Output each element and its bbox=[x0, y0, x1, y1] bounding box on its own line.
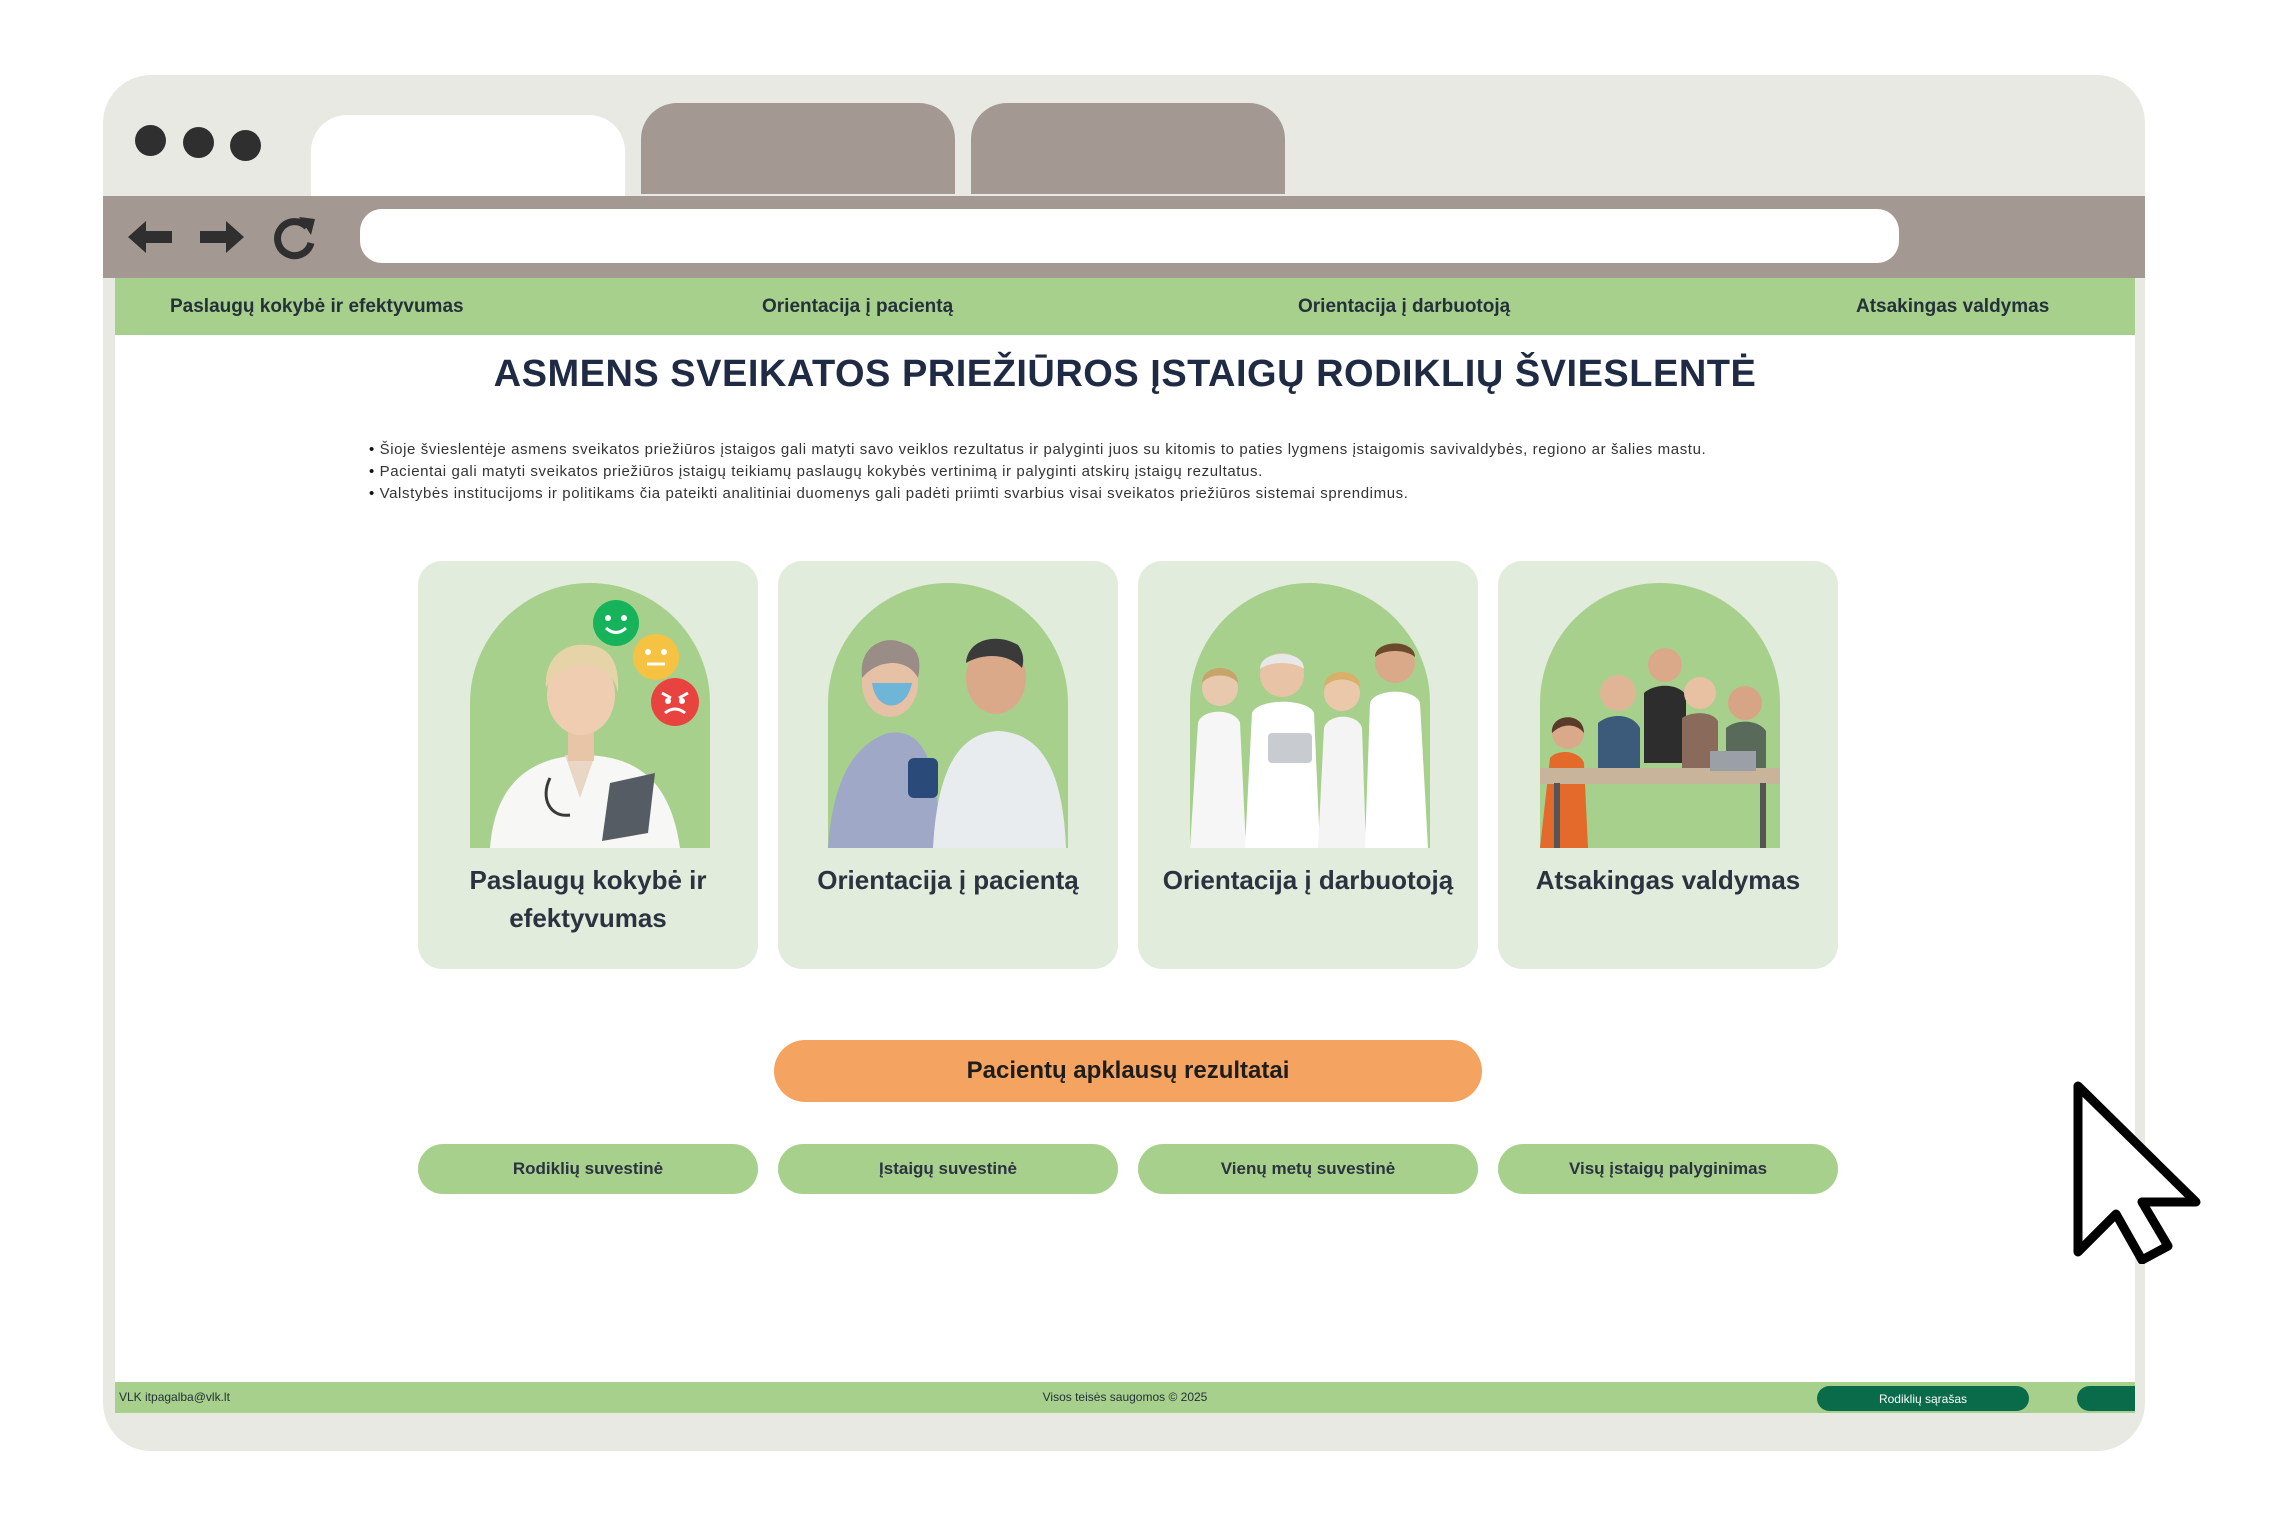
arrow-left-icon[interactable] bbox=[125, 214, 175, 260]
card-image-medical-staff bbox=[1190, 583, 1430, 848]
institution-summary-button[interactable]: Įstaigų suvestinė bbox=[778, 1144, 1118, 1194]
card-governance[interactable] bbox=[1498, 561, 1838, 969]
page-title: ASMENS SVEIKATOS PRIEŽIŪROS ĮSTAIGŲ RODIKLIŲ ŠVIESLENTĖ bbox=[493, 353, 1757, 395]
intro-item: • Pacientai gali matyti sveikatos priežiūros įstaigų teikiamų paslaugų kokybės vertinimą ir palyginti atskirų įstaigų rezultatus. bbox=[369, 461, 1969, 483]
footer-extra-button[interactable] bbox=[2077, 1386, 2135, 1411]
smiley-angry-icon bbox=[650, 677, 700, 727]
window-control-dot[interactable] bbox=[230, 130, 261, 161]
footer-copyright: Visos teisės saugomos © 2025 bbox=[1042, 1390, 1208, 1404]
all-institutions-comparison-button[interactable]: Visų įstaigų palyginimas bbox=[1498, 1144, 1838, 1194]
intro-item: • Šioje švieslentėje asmens sveikatos priežiūros įstaigos gali matyti savo veiklos rezultatus ir palyginti juos su kitomis to paties lygmens įstaigomis savivaldybės, regiono ar šalies mastu. bbox=[369, 439, 1969, 461]
card-label: Paslaugų kokybė ir efektyvumas bbox=[469, 865, 707, 933]
indicator-summary-button[interactable]: Rodiklių suvestinė bbox=[418, 1144, 758, 1194]
card-quality[interactable] bbox=[418, 561, 758, 969]
reload-icon[interactable] bbox=[269, 214, 319, 260]
card-label: Atsakingas valdymas bbox=[1535, 865, 1801, 895]
footer-email[interactable]: VLK itpagalba@vlk.lt bbox=[119, 1390, 230, 1404]
browser-tab-active[interactable] bbox=[311, 115, 625, 197]
browser-tab[interactable] bbox=[641, 103, 955, 194]
window-control-dot[interactable] bbox=[183, 127, 214, 158]
indicator-list-button[interactable]: Rodiklių sąrašas bbox=[1817, 1386, 2029, 1411]
single-year-summary-button[interactable]: Vienų metų suvestinė bbox=[1138, 1144, 1478, 1194]
card-image-blood-pressure bbox=[828, 583, 1068, 848]
window-control-dot[interactable] bbox=[135, 125, 166, 156]
web-page bbox=[115, 278, 2135, 1413]
nav-item-employee[interactable]: Orientacija į darbuotoją bbox=[1298, 296, 1511, 317]
mouse-pointer-icon bbox=[2072, 1080, 2204, 1264]
intro-item: • Valstybės institucijoms ir politikams čia pateikti analitiniai duomenys gali padėti priimti svarbius visai sveikatos priežiūros sistemai sprendimus. bbox=[369, 483, 1969, 505]
browser-toolbar bbox=[103, 196, 2145, 278]
browser-tab[interactable] bbox=[971, 103, 1285, 194]
nav-item-patient[interactable]: Orientacija į pacientą bbox=[762, 296, 954, 317]
address-bar[interactable] bbox=[360, 209, 1899, 263]
card-patient[interactable] bbox=[778, 561, 1118, 969]
browser-window bbox=[103, 75, 2145, 1451]
card-employee[interactable] bbox=[1138, 561, 1478, 969]
top-navigation bbox=[115, 278, 2135, 335]
page-footer bbox=[115, 1382, 2135, 1413]
card-label: Orientacija į darbuotoją bbox=[1162, 865, 1454, 895]
arrow-right-icon[interactable] bbox=[197, 214, 247, 260]
patient-survey-results-button[interactable]: Pacientų apklausų rezultatai bbox=[774, 1040, 1482, 1102]
nav-item-quality[interactable]: Paslaugų kokybė ir efektyvumas bbox=[170, 296, 464, 317]
smiley-neutral-icon bbox=[632, 633, 680, 681]
nav-item-governance[interactable]: Atsakingas valdymas bbox=[1856, 296, 2050, 317]
card-label: Orientacija į pacientą bbox=[817, 865, 1079, 895]
card-image-team-meeting bbox=[1540, 583, 1780, 848]
intro-list bbox=[369, 439, 1969, 505]
